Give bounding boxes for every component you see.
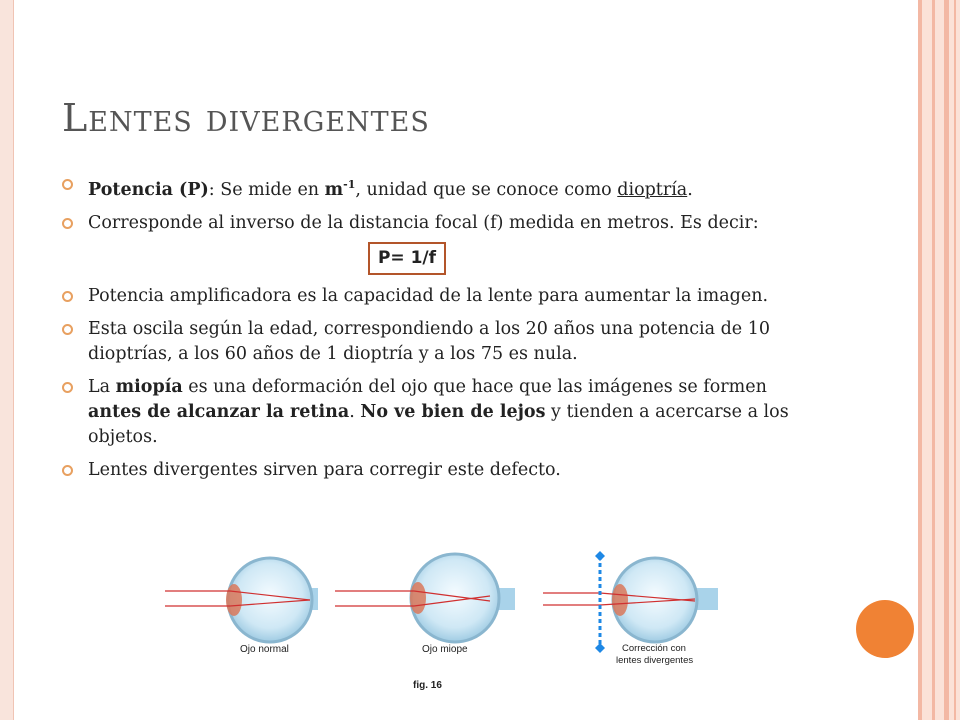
bullet-inverso	[62, 211, 822, 236]
amplificadora-text: Potencia amplificadora es la capacidad de la lente para aumentar la imagen.	[88, 285, 769, 306]
edad-text: Esta oscila según la edad, correspondiendo a los 20 años una potencia de 10 dioptrías, a los 60 años de 1 dioptría y a los 75 es nula.	[88, 318, 770, 364]
eye-corrected	[543, 551, 718, 653]
bullet-amplificadora	[62, 284, 822, 309]
left-frame-border	[0, 0, 14, 720]
corregir-text: Lentes divergentes sirven para corregir este defecto.	[88, 459, 561, 480]
caption-corrected-1: Corrección con	[622, 643, 686, 654]
right-frame-border	[918, 0, 960, 720]
orange-circle-decoration	[856, 600, 914, 658]
miopia-e: .	[349, 401, 361, 422]
potencia-sep: : Se mide en	[208, 179, 325, 200]
miopia-lejos: No ve bien de lejos	[360, 401, 546, 422]
bullet-miopia	[62, 375, 822, 450]
miopia-g: y tienden a acercarse a los objetos.	[88, 401, 789, 447]
dioptria-term: dioptría	[617, 179, 688, 200]
miopia-a: La	[88, 376, 116, 397]
formula-row	[62, 242, 822, 276]
eye-myopic	[335, 554, 515, 642]
bullet-list	[62, 172, 822, 491]
miopia-term: miopía	[115, 376, 183, 397]
slide-title: Lentes divergentes	[62, 96, 430, 140]
potencia-unit: m	[324, 179, 344, 200]
inverso-text: Corresponde al inverso de la distancia focal (f) medida en metros. Es decir:	[88, 212, 759, 233]
bullet-potencia	[62, 172, 822, 203]
figure-label: fig. 16	[413, 680, 442, 691]
miopia-c: es una deformación del ojo que hace que las imágenes se formen	[182, 376, 767, 397]
eye-normal	[165, 558, 318, 642]
eye-diagram-figure	[160, 548, 720, 693]
bullet-corregir	[62, 458, 822, 483]
formula-box: P= 1/f	[368, 242, 446, 275]
caption-myopic: Ojo miope	[422, 644, 468, 655]
bullet-edad	[62, 317, 822, 367]
caption-corrected-2: lentes divergentes	[616, 655, 694, 666]
potencia-label: Potencia (P)	[88, 179, 209, 200]
potencia-end: .	[687, 179, 693, 200]
potencia-exp: -1	[343, 178, 356, 191]
potencia-text: , unidad que se conoce como	[355, 179, 618, 200]
caption-normal: Ojo normal	[240, 644, 289, 655]
miopia-retina: antes de alcanzar la retina	[88, 401, 350, 422]
